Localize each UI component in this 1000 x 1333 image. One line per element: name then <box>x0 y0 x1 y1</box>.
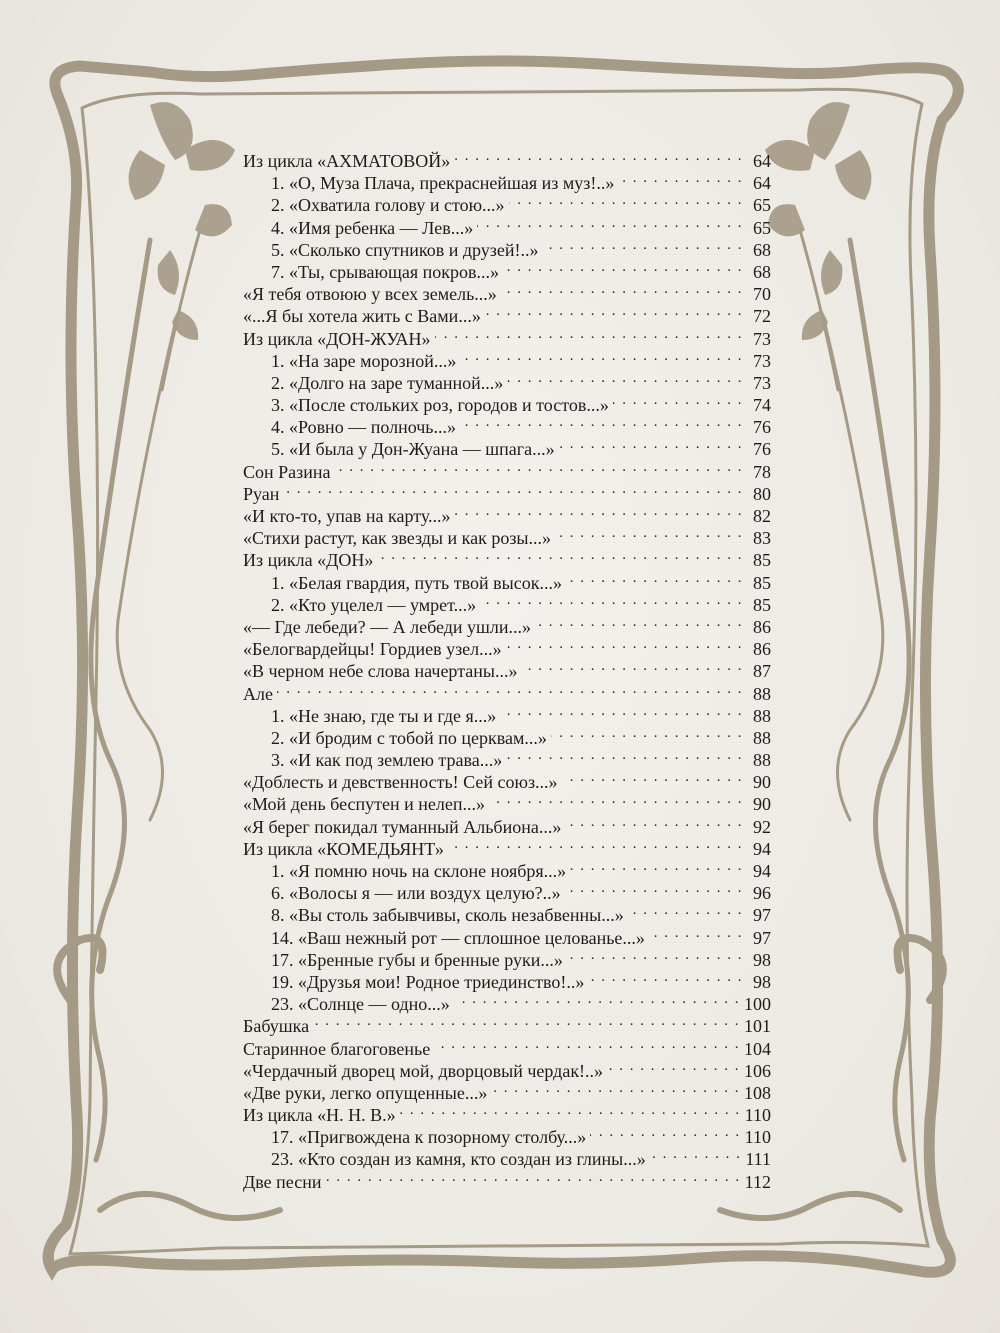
toc-entry-page: 101 <box>744 1016 771 1037</box>
dot-leader <box>480 589 743 611</box>
toc-entry-page: 111 <box>745 1149 771 1170</box>
dot-leader <box>649 922 743 944</box>
toc-entry-page: 92 <box>753 816 771 837</box>
toc-entry-page: 73 <box>753 328 771 349</box>
toc-entry-page: 88 <box>753 750 771 771</box>
dot-leader <box>460 345 743 367</box>
toc-entry-page: 88 <box>753 727 771 748</box>
dot-leader <box>565 877 743 899</box>
toc-entry-title: 5. «Сколько спутников и друзей!..» <box>271 239 539 260</box>
dot-leader <box>501 278 743 300</box>
dot-leader <box>613 389 743 411</box>
toc-entry-page: 106 <box>744 1060 771 1081</box>
toc-entry-page: 90 <box>753 772 771 793</box>
dot-leader <box>460 411 743 433</box>
toc-entry-page: 88 <box>753 705 771 726</box>
toc-entry-title: 3. «После стольких роз, городов и тостов...» <box>271 395 609 416</box>
dot-leader <box>588 966 743 988</box>
toc-entry-title: 5. «И была у Дон-Жуана — шпага...» <box>271 439 555 460</box>
dot-leader <box>570 855 743 877</box>
right-vine <box>850 240 909 1160</box>
dot-leader <box>477 212 743 234</box>
toc-entry-page: 70 <box>753 284 771 305</box>
dot-leader <box>590 1121 740 1143</box>
toc-entry-title: 1. «Я помню ночь на склоне ноября...» <box>271 861 567 881</box>
toc-entry-page: 83 <box>753 528 771 549</box>
toc-entry-title: «Я берег покидал туманный Альбиона...» <box>243 816 562 837</box>
toc-entry-title: 1. «На заре морозной...» <box>271 350 457 371</box>
toc-entry-page: 76 <box>753 439 771 460</box>
toc-entry-title: 19. «Друзья мои! Родное триединство!..» <box>271 971 585 992</box>
dot-leader <box>535 611 743 633</box>
toc-entry-title: Из цикла «Н. Н. В.» <box>243 1105 396 1126</box>
toc-entry-title: 17. «Бренные губы и бренные руки...» <box>271 949 563 970</box>
dot-leader <box>562 766 743 788</box>
toc-entry-page: 96 <box>753 883 771 904</box>
toc-entry[interactable] <box>243 1010 771 1037</box>
toc-entry-page: 76 <box>753 417 771 438</box>
toc-entry-page: 97 <box>753 905 771 926</box>
dot-leader <box>555 522 743 544</box>
toc-entry-title: 6. «Волосы я — или воздух целую?..» <box>271 883 561 904</box>
toc-entry-page: 88 <box>753 683 771 704</box>
toc-entry-page: 108 <box>744 1082 771 1103</box>
dot-leader <box>400 1099 741 1121</box>
toc-entry[interactable] <box>243 1033 771 1059</box>
toc-entry-title: Из цикла «ДОН-ЖУАН» <box>243 328 431 349</box>
dot-leader <box>618 167 743 189</box>
dot-leader <box>455 500 743 522</box>
toc-entry-page: 97 <box>753 927 771 948</box>
toc-entry-title: 1. «Не знаю, где ты и где я...» <box>271 705 497 726</box>
toc-entry-title: 17. «Пригвождена к позорному столбу...» <box>271 1127 587 1148</box>
toc-entry-page: 65 <box>753 195 771 216</box>
dot-leader <box>491 1077 740 1099</box>
toc-entry-page: 65 <box>753 217 771 238</box>
toc-entry-page: 90 <box>753 794 771 815</box>
dot-leader <box>313 1010 740 1032</box>
toc-entry-title: «И кто-то, упав на карту...» <box>243 506 451 526</box>
toc-entry-page: 94 <box>753 838 771 859</box>
dot-leader <box>435 323 743 345</box>
left-vine <box>91 240 150 1160</box>
toc-entry-title: «Доблесть и девственность! Сей союз...» <box>243 772 558 793</box>
dot-leader <box>566 567 743 589</box>
toc-entry-page: 110 <box>744 1105 771 1126</box>
dot-leader <box>506 744 743 766</box>
dot-leader <box>500 700 743 722</box>
toc-entry-page: 85 <box>753 594 771 615</box>
toc-entry-page: 98 <box>753 949 771 970</box>
toc-entry-page: 94 <box>753 861 771 881</box>
table-of-contents <box>243 145 771 1192</box>
toc-entry-page: 73 <box>753 350 771 371</box>
toc-entry-page: 98 <box>753 971 771 992</box>
toc-entry-title: 1. «Белая гвардия, путь твой высок...» <box>271 572 562 593</box>
toc-entry-title: Бабушка <box>243 1016 310 1037</box>
toc-entry-title: «Две руки, легко опущенные...» <box>243 1082 488 1103</box>
dot-leader <box>454 145 743 167</box>
toc-entry-title: «— Где лебеди? — А лебеди ушли...» <box>243 616 532 637</box>
dot-leader <box>607 1055 740 1077</box>
toc-entry-page: 82 <box>753 506 771 526</box>
toc-entry-title: Сон Разина <box>243 461 331 482</box>
toc-entry-title: 2. «Кто уцелел — умрет...» <box>271 594 477 615</box>
dot-leader <box>335 456 743 478</box>
toc-entry-page: 64 <box>753 173 771 194</box>
dot-leader <box>543 234 744 256</box>
toc-entry-title: «Мой день беспутен и нелеп...» <box>243 794 486 815</box>
toc-entry[interactable] <box>243 678 771 704</box>
toc-entry-title: «Белогвардейцы! Гордиев узел...» <box>243 639 502 660</box>
toc-entry-title: «Чердачный дворец мой, дворцовый чердак!..» <box>243 1060 604 1081</box>
toc-entry-page: 85 <box>753 550 771 571</box>
toc-entry-page: 72 <box>753 306 771 327</box>
toc-entry-title: Из цикла «ДОН» <box>243 550 374 571</box>
toc-entry-title: Руан <box>243 483 280 504</box>
toc-entry-title: 3. «И как под землею трава...» <box>271 750 503 771</box>
toc-entry-page: 68 <box>753 239 771 260</box>
toc-entry[interactable] <box>243 500 771 526</box>
dot-leader <box>628 899 743 921</box>
toc-entry-title: «...Я бы хотела жить с Вами...» <box>243 306 481 327</box>
toc-entry-page: 100 <box>744 994 771 1015</box>
toc-entry-page: 78 <box>753 461 771 482</box>
toc-entry-title: 1. «О, Муза Плача, прекраснейшая из муз!..» <box>271 173 615 194</box>
dot-leader <box>503 256 743 278</box>
toc-entry[interactable] <box>243 700 771 726</box>
toc-entry-page: 87 <box>753 661 771 682</box>
dot-leader <box>506 633 743 655</box>
dot-leader <box>283 478 743 500</box>
toc-entry-page: 73 <box>753 372 771 393</box>
toc-entry-page: 64 <box>753 151 771 171</box>
dot-leader <box>377 544 743 566</box>
dot-leader <box>326 1166 741 1188</box>
toc-entry-page: 74 <box>753 395 771 416</box>
toc-entry-title: Старинное благоговенье <box>243 1038 431 1059</box>
dot-leader <box>522 655 744 677</box>
toc-entry-page: 80 <box>753 483 771 504</box>
dot-leader <box>454 988 740 1010</box>
dot-leader <box>551 722 743 744</box>
toc-entry-title: Две песни <box>243 1171 322 1192</box>
toc-entry-title: 2. «Долго на заре туманной...» <box>271 372 504 393</box>
toc-entry-title: «Стихи растут, как звезды и как розы...» <box>243 528 552 549</box>
toc-entry-title: Але <box>243 683 273 704</box>
toc-entry-title: Из цикла «КОМЕДЬЯНТ» <box>243 838 444 859</box>
dot-leader <box>485 300 743 322</box>
toc-entry-title: Из цикла «АХМАТОВОЙ» <box>243 151 451 171</box>
toc-entry-page: 86 <box>753 616 771 637</box>
toc-entry-title: 14. «Ваш нежный рот — сплошное целованье...» <box>271 927 645 948</box>
toc-entry[interactable] <box>243 145 771 171</box>
toc-entry-page: 112 <box>744 1171 771 1192</box>
toc-entry-title: 2. «И бродим с тобой по церквам...» <box>271 727 547 748</box>
toc-entry-page: 85 <box>753 572 771 593</box>
toc-entry-title: 2. «Охватила голову и стою...» <box>271 195 505 216</box>
toc-entry-page: 68 <box>753 261 771 282</box>
dot-leader <box>277 678 743 700</box>
toc-entry-title: 23. «Кто создан из камня, кто создан из глины...» <box>271 1149 646 1170</box>
toc-entry-title: 4. «Имя ребенка — Лев...» <box>271 217 474 238</box>
dot-leader <box>567 944 743 966</box>
dot-leader <box>434 1033 740 1055</box>
dot-leader <box>489 788 743 810</box>
dot-leader <box>559 433 743 455</box>
toc-entry-page: 110 <box>744 1127 771 1148</box>
toc-entry-title: 7. «Ты, срывающая покров...» <box>271 261 499 282</box>
toc-entry-title: «Я тебя отвоюю у всех земель...» <box>243 284 497 305</box>
dot-leader <box>565 811 743 833</box>
dot-leader <box>448 833 743 855</box>
toc-entry[interactable] <box>243 478 771 504</box>
toc-entry-title: 8. «Вы столь забывчивы, сколь незабвенны...» <box>271 905 624 926</box>
toc-entry-page: 104 <box>744 1038 771 1059</box>
dot-leader <box>507 367 743 389</box>
toc-entry-title: «В черном небе слова начертаны...» <box>243 661 518 682</box>
dot-leader <box>650 1143 742 1165</box>
toc-entry-title: 4. «Ровно — полночь...» <box>271 417 457 438</box>
dot-leader <box>509 189 743 211</box>
toc-entry-page: 86 <box>753 639 771 660</box>
toc-entry-title: 23. «Солнце — одно...» <box>271 994 450 1015</box>
